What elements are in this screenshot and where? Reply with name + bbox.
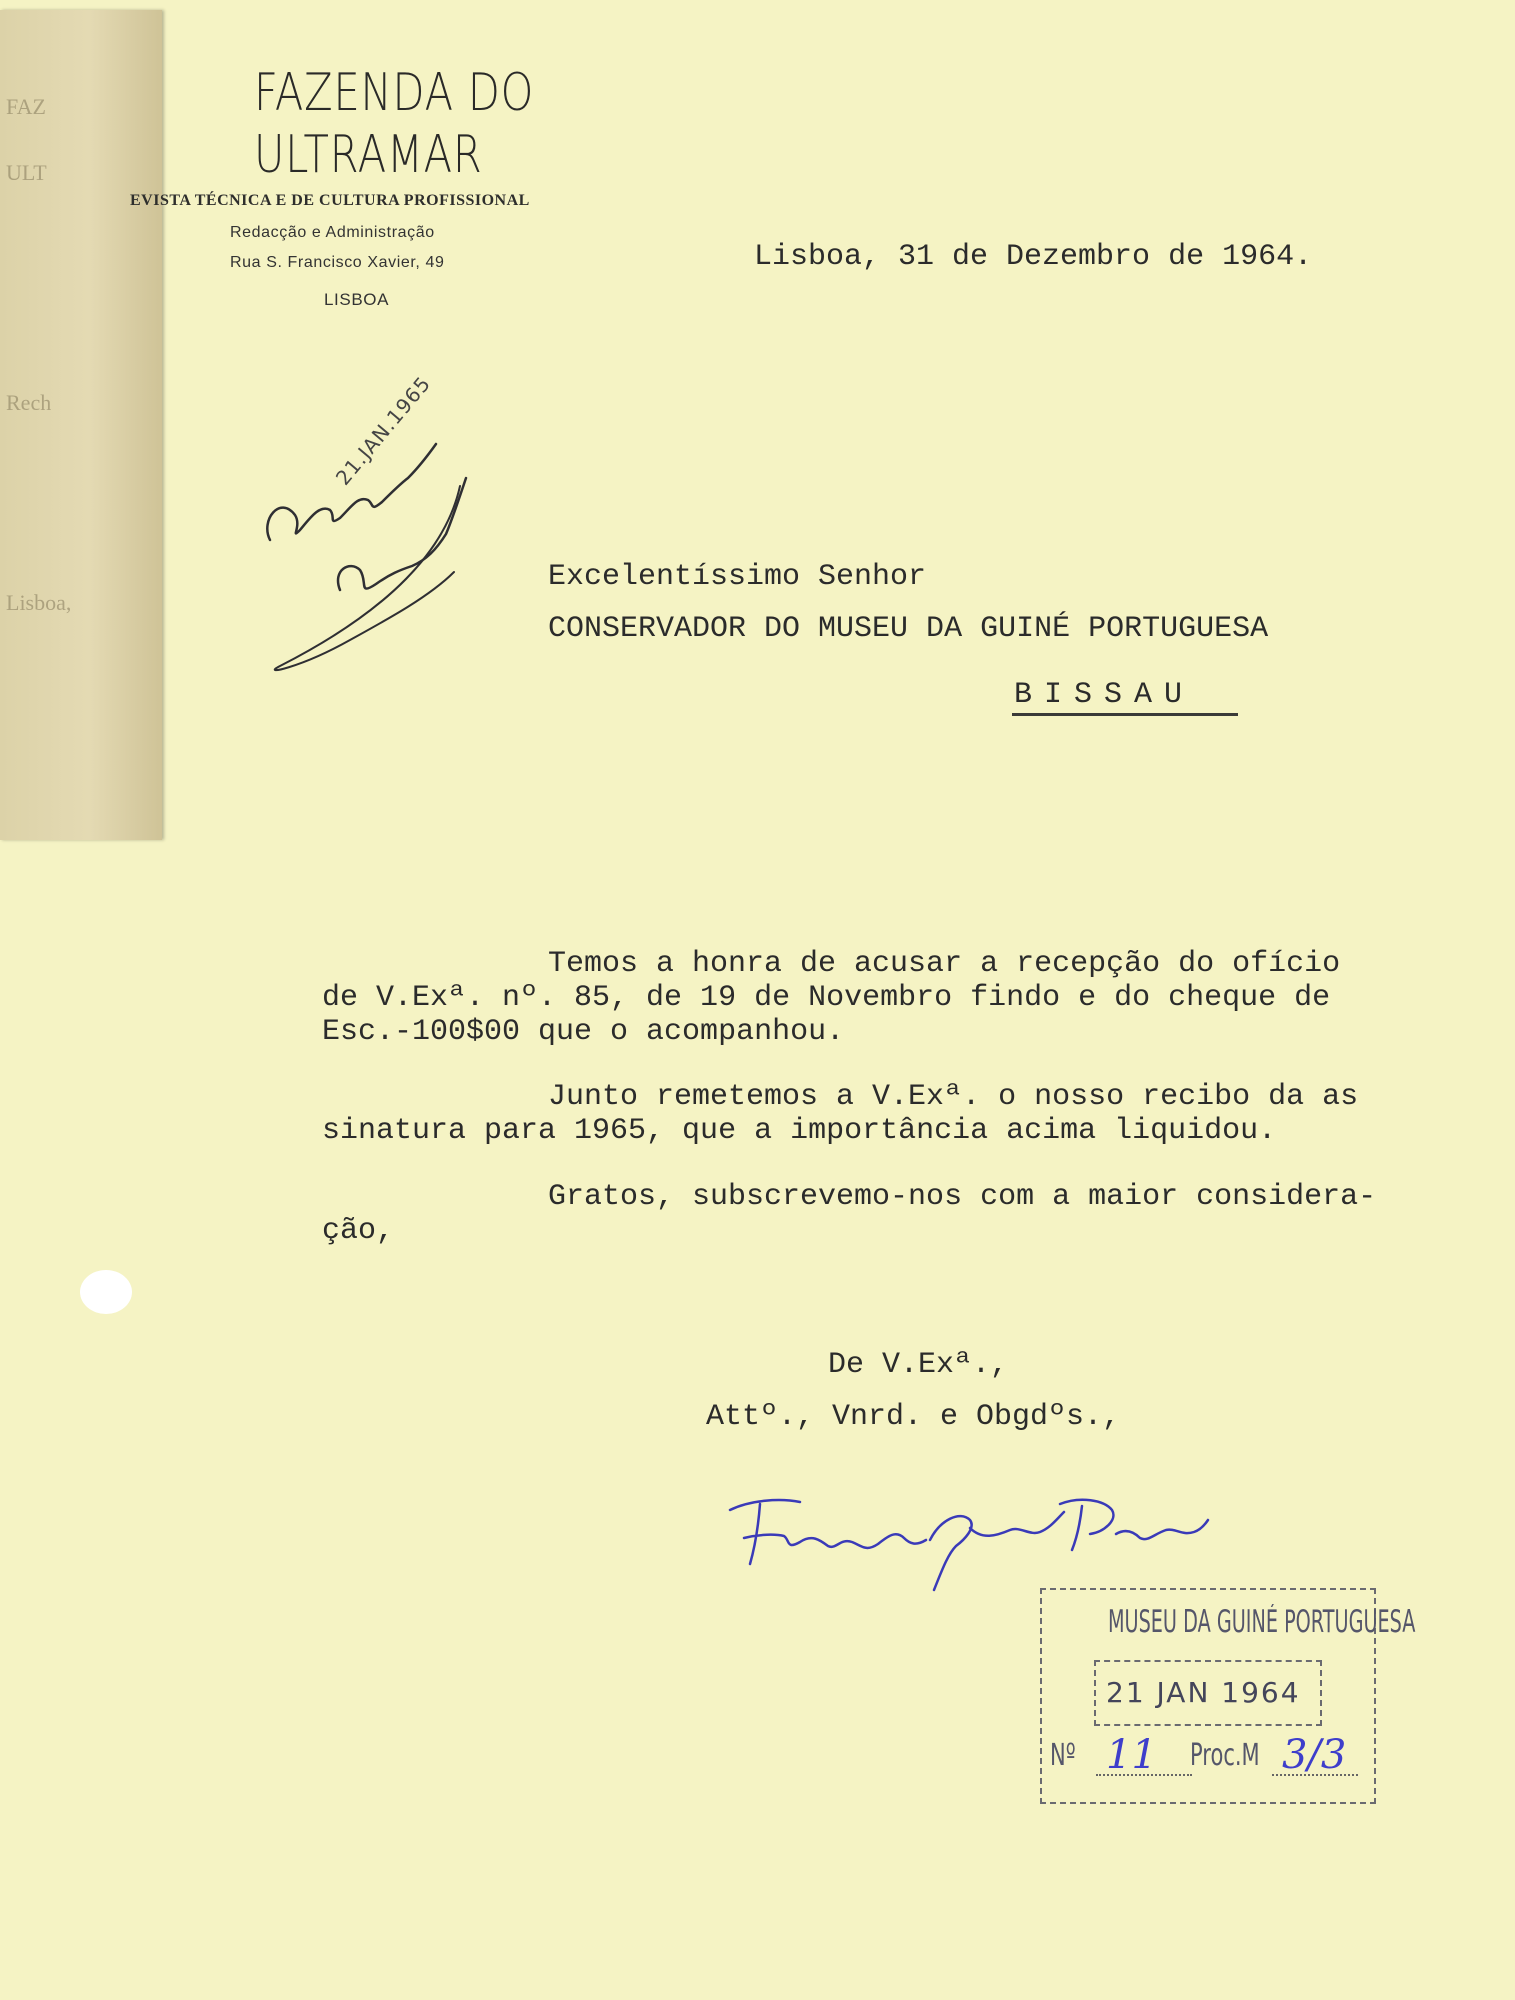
museum-received-stamp — [1040, 1588, 1416, 1804]
stamp-process-value: 3/3 — [1282, 1732, 1347, 1778]
stamp-process-label: Proc.M — [1190, 1738, 1260, 1773]
stamp-date-box — [1094, 1660, 1322, 1726]
recipient-city-underline — [1012, 713, 1238, 716]
body-paragraph1-line1: Temos a honra de acusar a recepção do ofício — [548, 947, 1341, 981]
closing-line2: Attº., Vnrd. e Obgdºs., — [706, 1400, 1121, 1434]
body-paragraph2-line1: Junto remetemos a V.Exª. o nosso recibo da as — [548, 1080, 1359, 1114]
date-line: Lisboa, 31 de Dezembro de 1964. — [754, 240, 1313, 274]
punch-hole — [80, 1270, 132, 1314]
letterhead-address: Rua S. Francisco Xavier, 49 — [230, 254, 445, 271]
recipient-title: CONSERVADOR DO MUSEU DA GUINÉ PORTUGUESA — [548, 612, 1269, 646]
body-paragraph1-line2: de V.Exª. nº. 85, de 19 de Novembro findo e do cheque de — [322, 981, 1331, 1015]
stamp-date: 21 JAN 1964 — [1106, 1676, 1301, 1709]
signature — [720, 1480, 1210, 1600]
body-paragraph2-line2: sinatura para 1965, que a importância acima liquidou. — [322, 1114, 1277, 1148]
recipient-salutation: Excelentíssimo Senhor — [548, 560, 927, 594]
letterhead-subtitle: EVISTA TÉCNICA E DE CULTURA PROFISSIONAL — [130, 192, 530, 209]
letterhead-title-line2: ULTRAMAR — [254, 125, 483, 185]
stamp-number-value: 11 — [1106, 1732, 1157, 1778]
received-date-stamp: 21.JAN.1965 — [330, 371, 436, 490]
body-paragraph3-line1: Gratos, subscrevemo-nos com a maior considera- — [548, 1180, 1377, 1214]
letterhead-redaccao: Redacção e Administração — [230, 224, 435, 241]
body-paragraph1-line3: Esc.-100$00 que o acompanhou. — [322, 1015, 845, 1049]
letterhead-title-line1: FAZENDA DO — [254, 63, 535, 123]
closing-line1: De V.Exª., — [828, 1348, 1009, 1382]
body-paragraph3-line2: ção, — [322, 1214, 395, 1248]
recipient-city: BISSAU — [1014, 678, 1195, 712]
stamp-number-label: Nº — [1050, 1738, 1076, 1773]
letterhead-city: LISBOA — [324, 290, 390, 309]
underlying-page-edge: FAZ ULT Rech Lisboa, — [0, 10, 162, 840]
stamp-title: MUSEU DA GUINÉ PORTUGUESA — [1107, 1604, 1416, 1640]
